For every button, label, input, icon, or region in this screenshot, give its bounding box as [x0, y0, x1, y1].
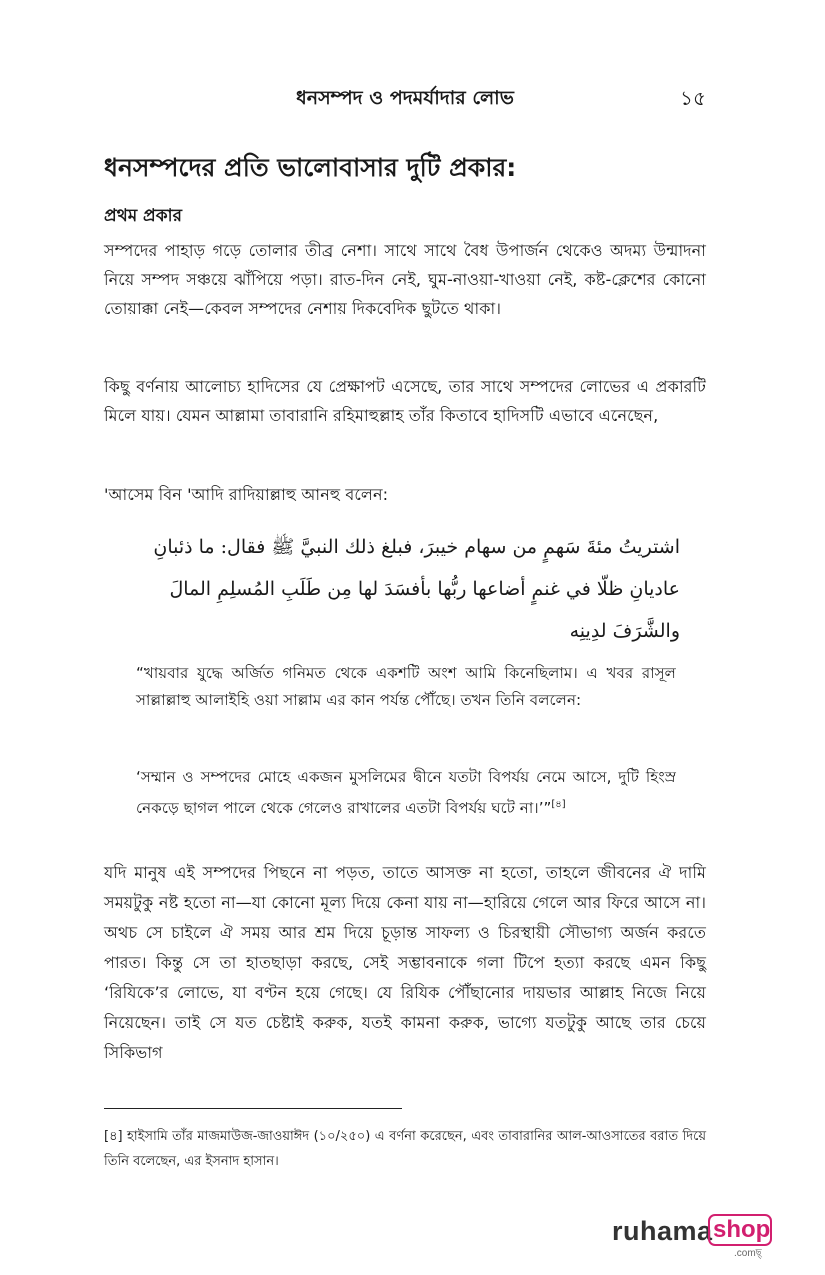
footnote-reference[interactable]: [৪]	[551, 799, 566, 810]
logo-domain: .comছ্	[734, 1248, 762, 1259]
running-header	[104, 84, 706, 114]
logo-text-shop: shop	[713, 1216, 771, 1243]
running-title: ধনসম্পদ ও পদমর্যাদার লোভ	[296, 87, 514, 109]
footnote-text: [৪] হাইসামি তাঁর মাজমাউজ-জাওয়াঈদ (১০/২৫০) এ বর্ণনা করেছেন, এবং তাবারানির আল-আওসাতের বরাত দিয়ে তিনি বলেছেন, এর ইসনাদ হাসান।	[104, 1129, 706, 1169]
sub-heading: প্রথম প্রকার	[104, 206, 182, 226]
publisher-logo	[612, 1210, 777, 1260]
hadith-narrator-line: 'আসেম বিন 'আদি রাদিয়াল্লাহু আনহু বলেন:	[104, 485, 389, 504]
translation-paragraph-1: “খায়বার যুদ্ধে অর্জিত গনিমত থেকে একশটি অংশ আমি কিনেছিলাম। এ খবর রাসূল সাল্লাল্লাহু আলাইহি ওয়া সাল্লাম এর কান পর্যন্ত পৌঁছে। তখন তিনি বললেন:	[136, 664, 676, 709]
footnote-divider	[104, 1108, 402, 1109]
logo-text-ruhama: ruhama	[612, 1216, 713, 1246]
paragraph-1: সম্পদের পাহাড় গড়ে তোলার তীব্র নেশা। সাথে সাথে বৈধ উপার্জন থেকেও অদম্য উন্মাদনা নিয়ে সম্পদ সঞ্চয়ে ঝাঁপিয়ে পড়া। রাত-দিন নেই, ঘুম-নাওয়া-খাওয়া নেই, কষ্ট-ক্লেশের কোনো তোয়াক্কা নেই—কেবল সম্পদের নেশায় দিকবেদিক ছুটতে থাকা।	[104, 241, 706, 318]
translation-paragraph-2	[136, 764, 676, 822]
paragraph-2: কিছু বর্ণনায় আলোচ্য হাদিসের যে প্রেক্ষাপট এসেছে, তার সাথে সম্পদের লোভের এ প্রকারটি মিলে যায়। যেমন আল্লামা তাবারানি রহিমাহুল্লাহ তাঁর কিতাবে হাদিসটি এভাবে এনেছেন,	[104, 377, 706, 425]
arabic-hadith-text: اشتريتُ مئةَ سَهمٍ من سهام خيبرَ، فبلغ ذلك النبيَّ ﷺ فقال: ما ذئبانِ عاديانِ ظلّا في غنمٍ أضاعها ربُّها بأفسَدَ لها مِن طَلَبِ المُسلِمِ المالَ والشَّرَفَ لدِينِه	[153, 536, 680, 642]
paragraph-4: যদি মানুষ এই সম্পদের পিছনে না পড়ত, তাতে আসক্ত না হতো, তাহলে জীবনের ঐ দামি সময়টুকু নষ্ট হতো না—যা কোনো মূল্য দিয়ে কেনা যায় না—হারিয়ে গেলে আর ফিরে আসে না। অথচ সে চাইলে ঐ সময় আর শ্রম দিয়ে চূড়ান্ত সাফল্য ও চিরস্থায়ী সৌভাগ্য অর্জন করতে পারত। কিন্তু সে তা হাতছাড়া করছে, সেই সম্ভাবনাকে গলা টিপে হত্যা করছে এমন কিছু ‘রিযিকে’র লোভে, যা বণ্টন হয়ে গেছে। যে রিযিক পৌঁছানোর দায়ভার আল্লাহ নিজে নিয়ে নিয়েছেন। তাই সে যত চেষ্টাই করুক, যতই কামনা করুক, ভাগ্যে যতটুকু আছে তার চেয়ে সিকিভাগ	[104, 863, 707, 1062]
page-number: ১৫	[680, 86, 706, 110]
section-heading: ধনসম্পদের প্রতি ভালোবাসার দুটি প্রকার:	[104, 153, 517, 182]
translation-quote-text: ‘সম্মান ও সম্পদের মোহে একজন মুসলিমের দ্বীনে যতটা বিপর্যয় নেমে আসে, দুটি হিংস্র নেকড়ে ছাগল পালে থেকে গেলেও রাখালের এতটা বিপর্যয় ঘটে না।’”	[136, 768, 676, 818]
